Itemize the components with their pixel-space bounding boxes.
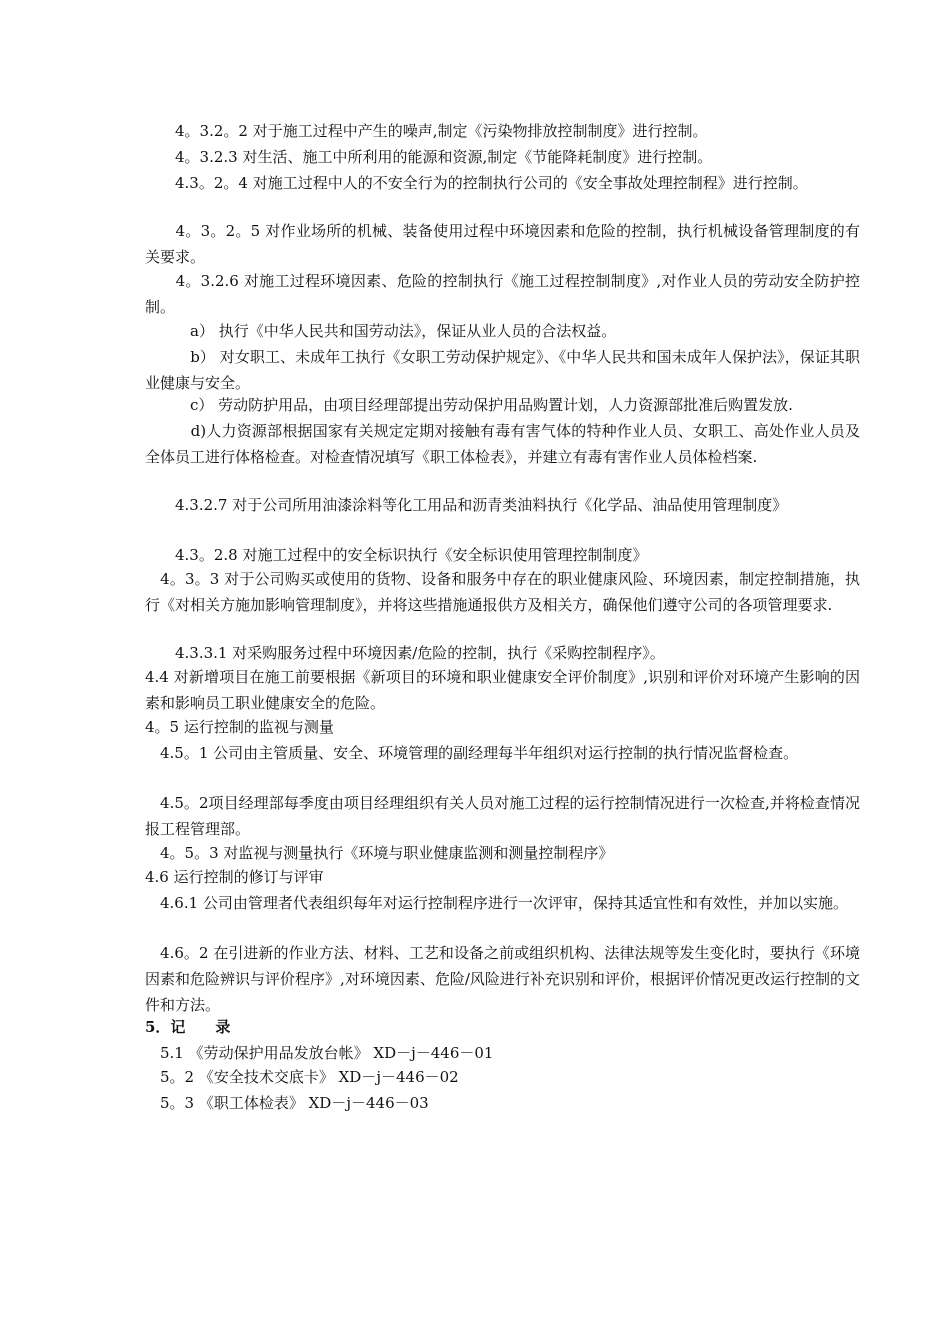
clause-4-3-2-8: 4.3。2.8 对施工过程中的安全标识执行《安全标识使用管理控制制度》 (145, 546, 648, 564)
clause-4-3-2-6: 4。3.2.6 对施工过程环境因素、危险的控制执行《施工过程控制制度》,对作业人员的劳动安全防护控制。 (145, 272, 860, 316)
clause-item-a: a） 执行《中华人民共和国劳动法》，保证从业人员的合法权益。 (145, 322, 617, 340)
section-5-title: 5．记 录 (145, 1018, 231, 1036)
clause-4-3-2-4: 4.3。2。4 对施工过程中人的不安全行为的控制执行公司的《安全事故处理控制程》进行控制。 (145, 174, 808, 192)
clause-4-3-2-2: 4。3.2。2 对于施工过程中产生的噪声,制定《污染物排放控制制度》进行控制。 (145, 122, 708, 140)
clause-item-c: c） 劳动防护用品，由项目经理部提出劳动保护用品购置计划，人力资源部批准后购置发放. (145, 396, 793, 414)
clause-4-5-2: 4.5。2项目经理部每季度由项目经理组织有关人员对施工过程的运行控制情况进行一次检查,并将检查情况报工程管理部。 (145, 794, 860, 838)
clause-4-3-2-7: 4.3.2.7 对于公司所用油漆涂料等化工用品和沥青类油料执行《化学品、油品使用管理制度》 (145, 496, 788, 514)
record-5-3: 5。3 《职工体检表》 XD－j－446－03 (145, 1094, 429, 1112)
clause-4-3-2-5: 4。3。2。5 对作业场所的机械、装备使用过程中环境因素和危险的控制，执行机械设备管理制度的有关要求。 (145, 222, 860, 266)
clause-4-4: 4.4 对新增项目在施工前要根据《新项目的环境和职业健康安全评价制度》,识别和评价对环境产生影响的因素和影响员工职业健康安全的危险。 (145, 668, 860, 712)
record-5-2: 5。2 《安全技术交底卡》 XD－j－446－02 (145, 1068, 459, 1086)
section-4-5-title: 4。5 运行控制的监视与测量 (145, 718, 334, 736)
clause-4-6-1: 4.6.1 公司由管理者代表组织每年对运行控制程序进行一次评审，保持其适宜性和有效性，并加以实施。 (145, 894, 848, 912)
clause-4-3-3-1: 4.3.3.1 对采购服务过程中环境因素/危险的控制，执行《采购控制程序》。 (145, 644, 665, 662)
section-4-6-title: 4.6 运行控制的修订与评审 (145, 868, 324, 886)
clause-item-b: b） 对女职工、未成年工执行《女职工劳动保护规定》、《中华人民共和国未成年人保护法》，保证其职业健康与安全。 (145, 348, 860, 392)
clause-4-5-3: 4。5。3 对监视与测量执行《环境与职业健康监测和测量控制程序》 (145, 844, 614, 862)
clause-4-6-2: 4.6。2 在引进新的作业方法、材料、工艺和设备之前或组织机构、法律法规等发生变化时，要执行《环境因素和危险辨识与评价程序》,对环境因素、危险/风险进行补充识别和评价，根据评价情况更改运行控制的文件和方法。 (145, 944, 860, 1014)
clause-4-3-2-3: 4。3.2.3 对生活、施工中所利用的能源和资源,制定《节能降耗制度》进行控制。 (145, 148, 713, 166)
clause-4-3-3: 4。3。3 对于公司购买或使用的货物、设备和服务中存在的职业健康风险、环境因素，制定控制措施，执行《对相关方施加影响管理制度》，并将这些措施通报供方及相关方，确保他们遵守公司的各项管理要求. (145, 570, 860, 614)
clause-item-d: d)人力资源部根据国家有关规定定期对接触有毒有害气体的特种作业人员、女职工、高处作业人员及全体员工进行体格检查。对检查情况填写《职工体检表》，并建立有毒有害作业人员体检档案. (145, 422, 860, 466)
clause-4-5-1: 4.5。1 公司由主管质量、安全、环境管理的副经理每半年组织对运行控制的执行情况监督检查。 (145, 744, 799, 762)
record-5-1: 5.1 《劳动保护用品发放台帐》 XD－j－446－01 (145, 1044, 494, 1062)
